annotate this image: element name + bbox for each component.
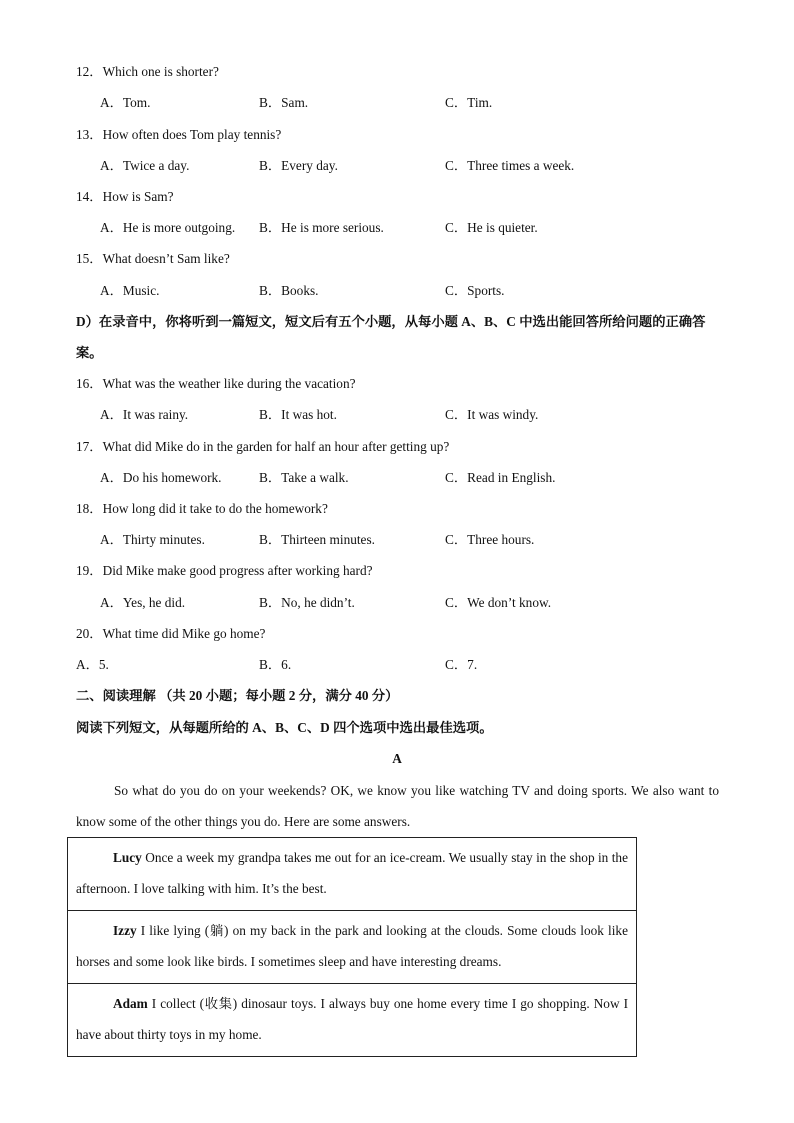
q15-option-b: B．Books.: [259, 283, 319, 298]
q13-option-c: C．Three times a week.: [445, 158, 575, 173]
q15-option-c: C．Sports.: [445, 283, 505, 298]
question-16: 16．What was the weather like during the vacation?: [76, 376, 356, 391]
q19-option-b: B．No, he didn’t.: [259, 595, 355, 610]
answer-name: Izzy: [113, 923, 137, 938]
question-19: 19．Did Mike make good progress after working hard?: [76, 563, 373, 578]
q12-option-c: C．Tim.: [445, 95, 493, 110]
q17-option-b: B．Take a walk.: [259, 470, 349, 485]
question-12: 12．Which one is shorter?: [76, 64, 219, 79]
q13-option-a: A．Twice a day.: [100, 158, 190, 173]
q14-option-b: B．He is more serious.: [259, 220, 384, 235]
q12-option-b: B．Sam.: [259, 95, 309, 110]
question-18: 18．How long did it take to do the homework?: [76, 501, 328, 516]
q20-option-a: A．5.: [76, 657, 109, 672]
question-17: 17．What did Mike do in the garden for half an hour after getting up?: [76, 439, 450, 454]
answers-table: [67, 837, 637, 1057]
q17-option-a: A．Do his homework.: [100, 470, 222, 485]
answer-izzy: [68, 911, 636, 984]
q16-option-b: B．It was hot.: [259, 407, 337, 422]
answer-lucy: [68, 838, 636, 911]
passage-label: A: [392, 751, 402, 766]
answer-adam: [68, 984, 636, 1056]
q17-option-c: C．Read in English.: [445, 470, 556, 485]
q20-option-b: B．6.: [259, 657, 292, 672]
part2-instruction: 阅读下列短文，从每题所给的 A、B、C、D 四个选项中选出最佳选项。: [76, 720, 493, 735]
answer-name: Lucy: [113, 850, 142, 865]
part2-title: 二、阅读理解 （共 20 小题；每小题 2 分，满分 40 分）: [76, 688, 399, 703]
question-15: 15．What doesn’t Sam like?: [76, 251, 230, 266]
question-14: 14．How is Sam?: [76, 189, 174, 204]
answer-text: Once a week my grandpa takes me out for an ice-cream. We usually stay in the shop in the afternoon. I love talking with him. It’s the best.: [76, 850, 628, 896]
q14-option-c: C．He is quieter.: [445, 220, 538, 235]
q16-option-c: C．It was windy.: [445, 407, 539, 422]
q19-option-a: A．Yes, he did.: [100, 595, 186, 610]
q18-option-a: A．Thirty minutes.: [100, 532, 205, 547]
q19-option-c: C．We don’t know.: [445, 595, 552, 610]
question-13: 13．How often does Tom play tennis?: [76, 127, 282, 142]
answer-name: Adam: [113, 996, 148, 1011]
q18-option-b: B．Thirteen minutes.: [259, 532, 375, 547]
q16-option-a: A．It was rainy.: [100, 407, 189, 422]
passage-intro: So what do you do on your weekends? OK, we know you like watching TV and doing sports. We also want to know some of the other things you do. Here are some answers.: [76, 783, 719, 829]
question-20: 20．What time did Mike go home?: [76, 626, 266, 641]
q14-option-a: A．He is more outgoing.: [100, 220, 236, 235]
q12-option-a: A．Tom.: [100, 95, 151, 110]
section-d-instruction: D）在录音中，你将听到一篇短文，短文后有五个小题，从每小题 A、B、C 中选出能回答所给问题的正确答案。: [76, 314, 706, 360]
q13-option-b: B．Every day.: [259, 158, 338, 173]
q20-option-c: C．7.: [445, 657, 478, 672]
q18-option-c: C．Three hours.: [445, 532, 535, 547]
answer-text: I collect (收集) dinosaur toys. I always buy one home every time I go shopping. Now I have about thirty toys in my home.: [76, 996, 628, 1042]
answer-text: I like lying (躺) on my back in the park and looking at the clouds. Some clouds look like horses and some look like birds. I sometimes sleep and have interesting dreams.: [76, 923, 628, 969]
q15-option-a: A．Music.: [100, 283, 160, 298]
